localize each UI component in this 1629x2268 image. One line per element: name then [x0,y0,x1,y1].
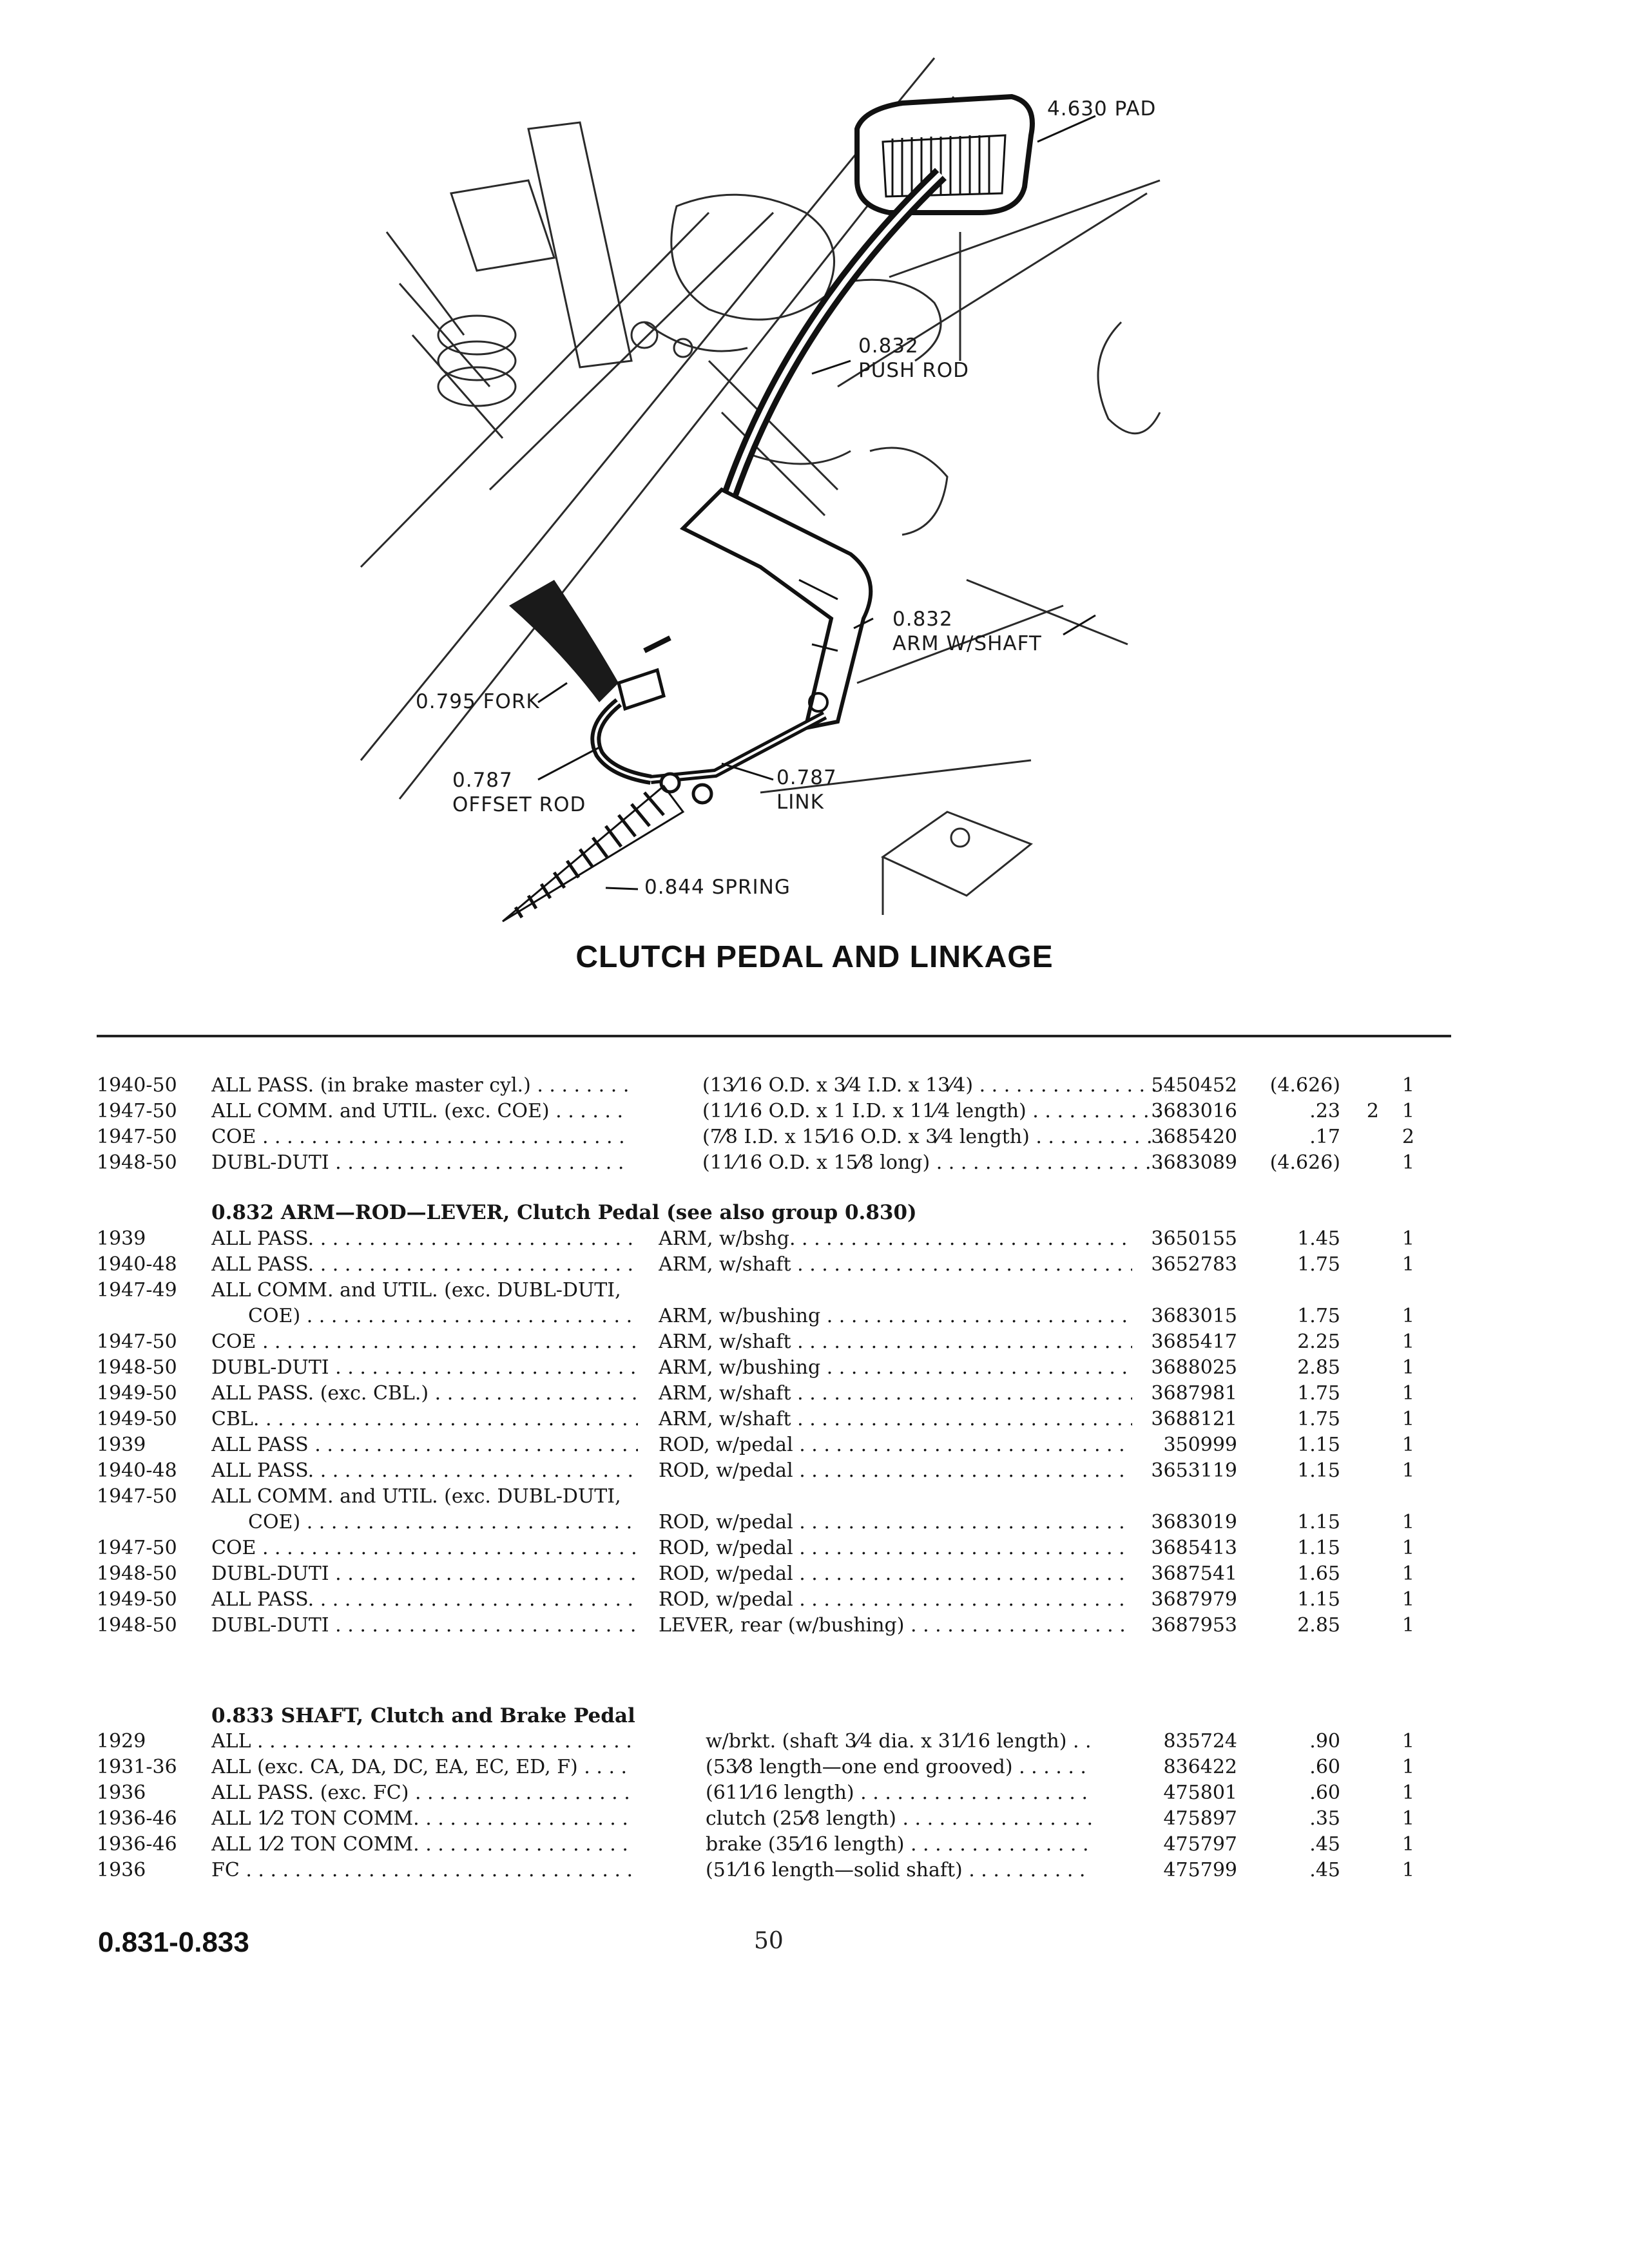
part-number: 3687981 [1151,1382,1237,1405]
year-range: 1939 [97,1227,146,1250]
list-price: 2.85 [1297,1356,1340,1379]
quantity: 1 [1402,1782,1414,1804]
part-description: (7⁄8 I.D. x 15⁄16 O.D. x 3⁄4 length) . . . [702,1124,1166,1150]
model-applicability: COE . . . [211,1535,638,1561]
part-number: 3683016 [1151,1100,1237,1122]
part-number: 3683089 [1151,1151,1237,1174]
part-number: 3652783 [1151,1253,1237,1276]
model-applicability: COE) . . . [248,1303,638,1329]
list-price: .45 [1309,1859,1340,1881]
part-description: ARM, w/bushing . . . [659,1355,1132,1381]
model-applicability: ALL PASS. (exc. CBL.) . . . [211,1381,638,1407]
part-number: 5450452 [1151,1074,1237,1097]
part-description: brake (35⁄16 length) . . . [706,1832,1092,1858]
list-price: .60 [1309,1756,1340,1778]
part-description: (611⁄16 length) . . . [706,1780,1092,1806]
list-price: .17 [1309,1126,1340,1148]
part-description: (13⁄16 O.D. x 3⁄4 I.D. x 13⁄4) . . . [702,1073,1166,1099]
part-description: (53⁄8 length—one end grooved) . . . [706,1754,1092,1780]
section-heading-0-832: 0.832 ARM—ROD—LEVER, Clutch Pedal (see also group 0.830) [211,1201,917,1224]
part-description: clutch (25⁄8 length) . . . [706,1806,1092,1832]
year-range: 1940-48 [97,1459,177,1482]
model-applicability: ALL PASS. . . . [211,1226,638,1252]
callout-arm-shaft [892,607,1042,656]
table-row [0,1535,1629,1561]
table-row [0,1252,1629,1278]
callout-pad [1047,97,1156,121]
list-price: 1.65 [1297,1562,1340,1585]
model-applicability: ALL COMM. and UTIL. (exc. DUBL-DUTI, [211,1279,621,1302]
model-applicability: ALL COMM. and UTIL. (exc. DUBL-DUTI, [211,1485,621,1508]
callout-fork [416,689,540,714]
callout-push-rod-line2: PUSH ROD [858,359,970,382]
quantity: 1 [1402,1459,1414,1482]
model-applicability: COE) . . . [248,1510,638,1535]
table-row [0,1587,1629,1613]
quantity: 1 [1402,1588,1414,1611]
list-price: (4.626) [1269,1151,1340,1174]
part-description: ARM, w/bshg. . . . [659,1226,1132,1252]
year-range: 1948-50 [97,1151,177,1174]
part-number: 3688121 [1151,1408,1237,1430]
callout-spring-line1: 0.844 SPRING [644,876,791,899]
year-range: 1936 [97,1782,146,1804]
year-range: 1929 [97,1730,146,1753]
part-number: 3687979 [1151,1588,1237,1611]
illustration-title: CLUTCH PEDAL AND LINKAGE [575,940,1054,974]
part-number: 836422 [1163,1756,1237,1778]
model-applicability: ALL PASS. . . . [211,1587,638,1613]
part-number: 3687541 [1151,1562,1237,1585]
model-applicability: ALL PASS. . . . [211,1252,638,1278]
year-range: 1940-50 [97,1074,177,1097]
quantity: 1 [1402,1434,1414,1456]
table-row [0,1780,1629,1806]
group-range-footer: 0.831-0.833 [98,1927,249,1958]
table-row [0,1099,1629,1124]
quantity: 1 [1402,1807,1414,1830]
part-description: ROD, w/pedal . . . [659,1535,1132,1561]
model-applicability: ALL (exc. CA, DA, DC, EA, EC, ED, F) . . . [211,1754,631,1780]
list-price: 1.45 [1297,1227,1340,1250]
table-row [0,1407,1629,1432]
callout-offset-rod-line2: OFFSET ROD [452,793,586,816]
callout-link-line1: 0.787 [776,766,837,789]
quantity: 1 [1402,1331,1414,1353]
part-number: 835724 [1163,1730,1237,1753]
table-row [0,1124,1629,1150]
list-price: .60 [1309,1782,1340,1804]
year-range: 1936 [97,1859,146,1881]
list-price: 1.75 [1297,1305,1340,1327]
part-number: 3683019 [1151,1511,1237,1533]
quantity: 1 [1402,1382,1414,1405]
model-applicability: ALL PASS. (exc. FC) . . . [211,1780,631,1806]
section-divider [97,1035,1451,1037]
part-description: ARM, w/bushing . . . [659,1303,1132,1329]
year-range: 1949-50 [97,1408,177,1430]
quantity: 1 [1402,1100,1414,1122]
model-applicability: COE . . . [211,1124,630,1150]
quantity: 2 [1402,1126,1414,1148]
model-applicability: CBL. . . . [211,1407,638,1432]
list-price: 1.75 [1297,1253,1340,1276]
part-description: (11⁄16 O.D. x 15⁄8 long) . . . [702,1150,1166,1176]
table-row [0,1278,1629,1303]
part-description: ROD, w/pedal . . . [659,1458,1132,1484]
callout-pad-line1: 4.630 PAD [1047,97,1157,120]
callout-push-rod [858,334,969,383]
model-applicability: ALL 1⁄2 TON COMM. . . . [211,1806,631,1832]
year-range: 1949-50 [97,1382,177,1405]
year-range: 1947-50 [97,1331,177,1353]
part-number: 3687953 [1151,1614,1237,1637]
part-description: (51⁄16 length—solid shaft) . . . [706,1858,1092,1883]
model-applicability: ALL . . . [211,1729,631,1754]
quantity: 1 [1402,1562,1414,1585]
table-row [0,1613,1629,1639]
list-price: 1.75 [1297,1408,1340,1430]
list-price: (4.626) [1269,1074,1340,1097]
part-description: ROD, w/pedal . . . [659,1587,1132,1613]
quantity: 1 [1402,1408,1414,1430]
table-row [0,1355,1629,1381]
part-number: 3685413 [1151,1537,1237,1559]
callout-arm-shaft-line1: 0.832 [892,608,953,631]
list-price: 1.15 [1297,1537,1340,1559]
callout-fork-line1: 0.795 FORK [416,690,540,713]
list-price: 1.15 [1297,1459,1340,1482]
section-heading-0-833: 0.833 SHAFT, Clutch and Brake Pedal [211,1704,635,1727]
quantity: 1 [1402,1227,1414,1250]
list-price: 2.25 [1297,1331,1340,1353]
quantity: 1 [1402,1151,1414,1174]
model-applicability: DUBL-DUTI . . . [211,1355,638,1381]
quantity: 1 [1402,1074,1414,1097]
year-range: 1948-50 [97,1614,177,1637]
table-row [0,1073,1629,1099]
table-row [0,1226,1629,1252]
year-range: 1948-50 [97,1562,177,1585]
part-description: ARM, w/shaft . . . [659,1407,1132,1432]
part-description: ROD, w/pedal . . . [659,1432,1132,1458]
table-row [0,1432,1629,1458]
quantity: 1 [1402,1511,1414,1533]
part-number: 3683015 [1151,1305,1237,1327]
quantity: 1 [1402,1833,1414,1856]
part-description: ROD, w/pedal . . . [659,1561,1132,1587]
list-price: 1.75 [1297,1382,1340,1405]
year-range: 1947-50 [97,1537,177,1559]
part-number: 3685420 [1151,1126,1237,1148]
part-description: w/brkt. (shaft 3⁄4 dia. x 31⁄16 length) . . . [706,1729,1092,1754]
table-row [0,1303,1629,1329]
model-applicability: DUBL-DUTI . . . [211,1150,630,1176]
model-applicability: DUBL-DUTI . . . [211,1561,638,1587]
model-applicability: ALL COMM. and UTIL. (exc. COE) . . . [211,1099,630,1124]
quantity: 1 [1402,1756,1414,1778]
table-row [0,1754,1629,1780]
quantity: 1 [1402,1356,1414,1379]
list-price: 1.15 [1297,1588,1340,1611]
callout-link [776,765,837,814]
part-number: 3653119 [1151,1459,1237,1482]
table-row [0,1150,1629,1176]
part-description: ARM, w/shaft . . . [659,1252,1132,1278]
year-range: 1936-46 [97,1833,177,1856]
list-price: 1.15 [1297,1434,1340,1456]
quantity: 1 [1402,1305,1414,1327]
year-range: 1948-50 [97,1356,177,1379]
list-price: .90 [1309,1730,1340,1753]
page-number: 50 [754,1928,784,1954]
table-row [0,1858,1629,1883]
year-range: 1949-50 [97,1588,177,1611]
list-price: .23 [1309,1100,1340,1122]
table-row [0,1561,1629,1587]
model-applicability: DUBL-DUTI . . . [211,1613,638,1639]
part-number: 3685417 [1151,1331,1237,1353]
table-row [0,1458,1629,1484]
part-description: LEVER, rear (w/bushing) . . . [659,1613,1132,1639]
callout-link-line2: LINK [776,791,824,814]
part-description: ROD, w/pedal . . . [659,1510,1132,1535]
model-applicability: COE . . . [211,1329,638,1355]
table-row [0,1329,1629,1355]
list-price: 1.15 [1297,1511,1340,1533]
part-number: 3650155 [1151,1227,1237,1250]
model-applicability: ALL PASS. (in brake master cyl.) . . . [211,1073,630,1099]
year-range: 1940-48 [97,1253,177,1276]
model-applicability: ALL PASS. . . . [211,1458,638,1484]
list-price: 2.85 [1297,1614,1340,1637]
callout-arm-shaft-line2: ARM W/SHAFT [892,632,1042,655]
year-range: 1939 [97,1434,146,1456]
part-number: 3688025 [1151,1356,1237,1379]
year-range: 1947-50 [97,1100,177,1122]
quantity: 1 [1402,1537,1414,1559]
part-number: 475801 [1163,1782,1237,1804]
table-row [0,1729,1629,1754]
list-price: .45 [1309,1833,1340,1856]
group-count: 2 [1366,1100,1379,1122]
quantity: 1 [1402,1253,1414,1276]
part-number: 350999 [1163,1434,1237,1456]
table-row [0,1510,1629,1535]
year-range: 1947-49 [97,1279,177,1302]
part-number: 475797 [1163,1833,1237,1856]
part-number: 475897 [1163,1807,1237,1830]
part-description: ARM, w/shaft . . . [659,1329,1132,1355]
model-applicability: FC . . . [211,1858,631,1883]
model-applicability: ALL 1⁄2 TON COMM. . . . [211,1832,631,1858]
year-range: 1947-50 [97,1126,177,1148]
quantity: 1 [1402,1859,1414,1881]
part-description: ARM, w/shaft . . . [659,1381,1132,1407]
table-row [0,1806,1629,1832]
part-number: 475799 [1163,1859,1237,1881]
year-range: 1931-36 [97,1756,177,1778]
part-description: (11⁄16 O.D. x 1 I.D. x 11⁄4 length) . . . [702,1099,1166,1124]
year-range: 1936-46 [97,1807,177,1830]
table-row [0,1484,1629,1510]
list-price: .35 [1309,1807,1340,1830]
table-row [0,1832,1629,1858]
callout-offset-rod-line1: 0.787 [452,769,513,792]
callout-spring [644,875,791,899]
model-applicability: ALL PASS . . . [211,1432,638,1458]
table-row [0,1381,1629,1407]
callout-offset-rod [452,768,586,817]
quantity: 1 [1402,1614,1414,1637]
year-range: 1947-50 [97,1485,177,1508]
callout-push-rod-line1: 0.832 [858,334,919,358]
quantity: 1 [1402,1730,1414,1753]
